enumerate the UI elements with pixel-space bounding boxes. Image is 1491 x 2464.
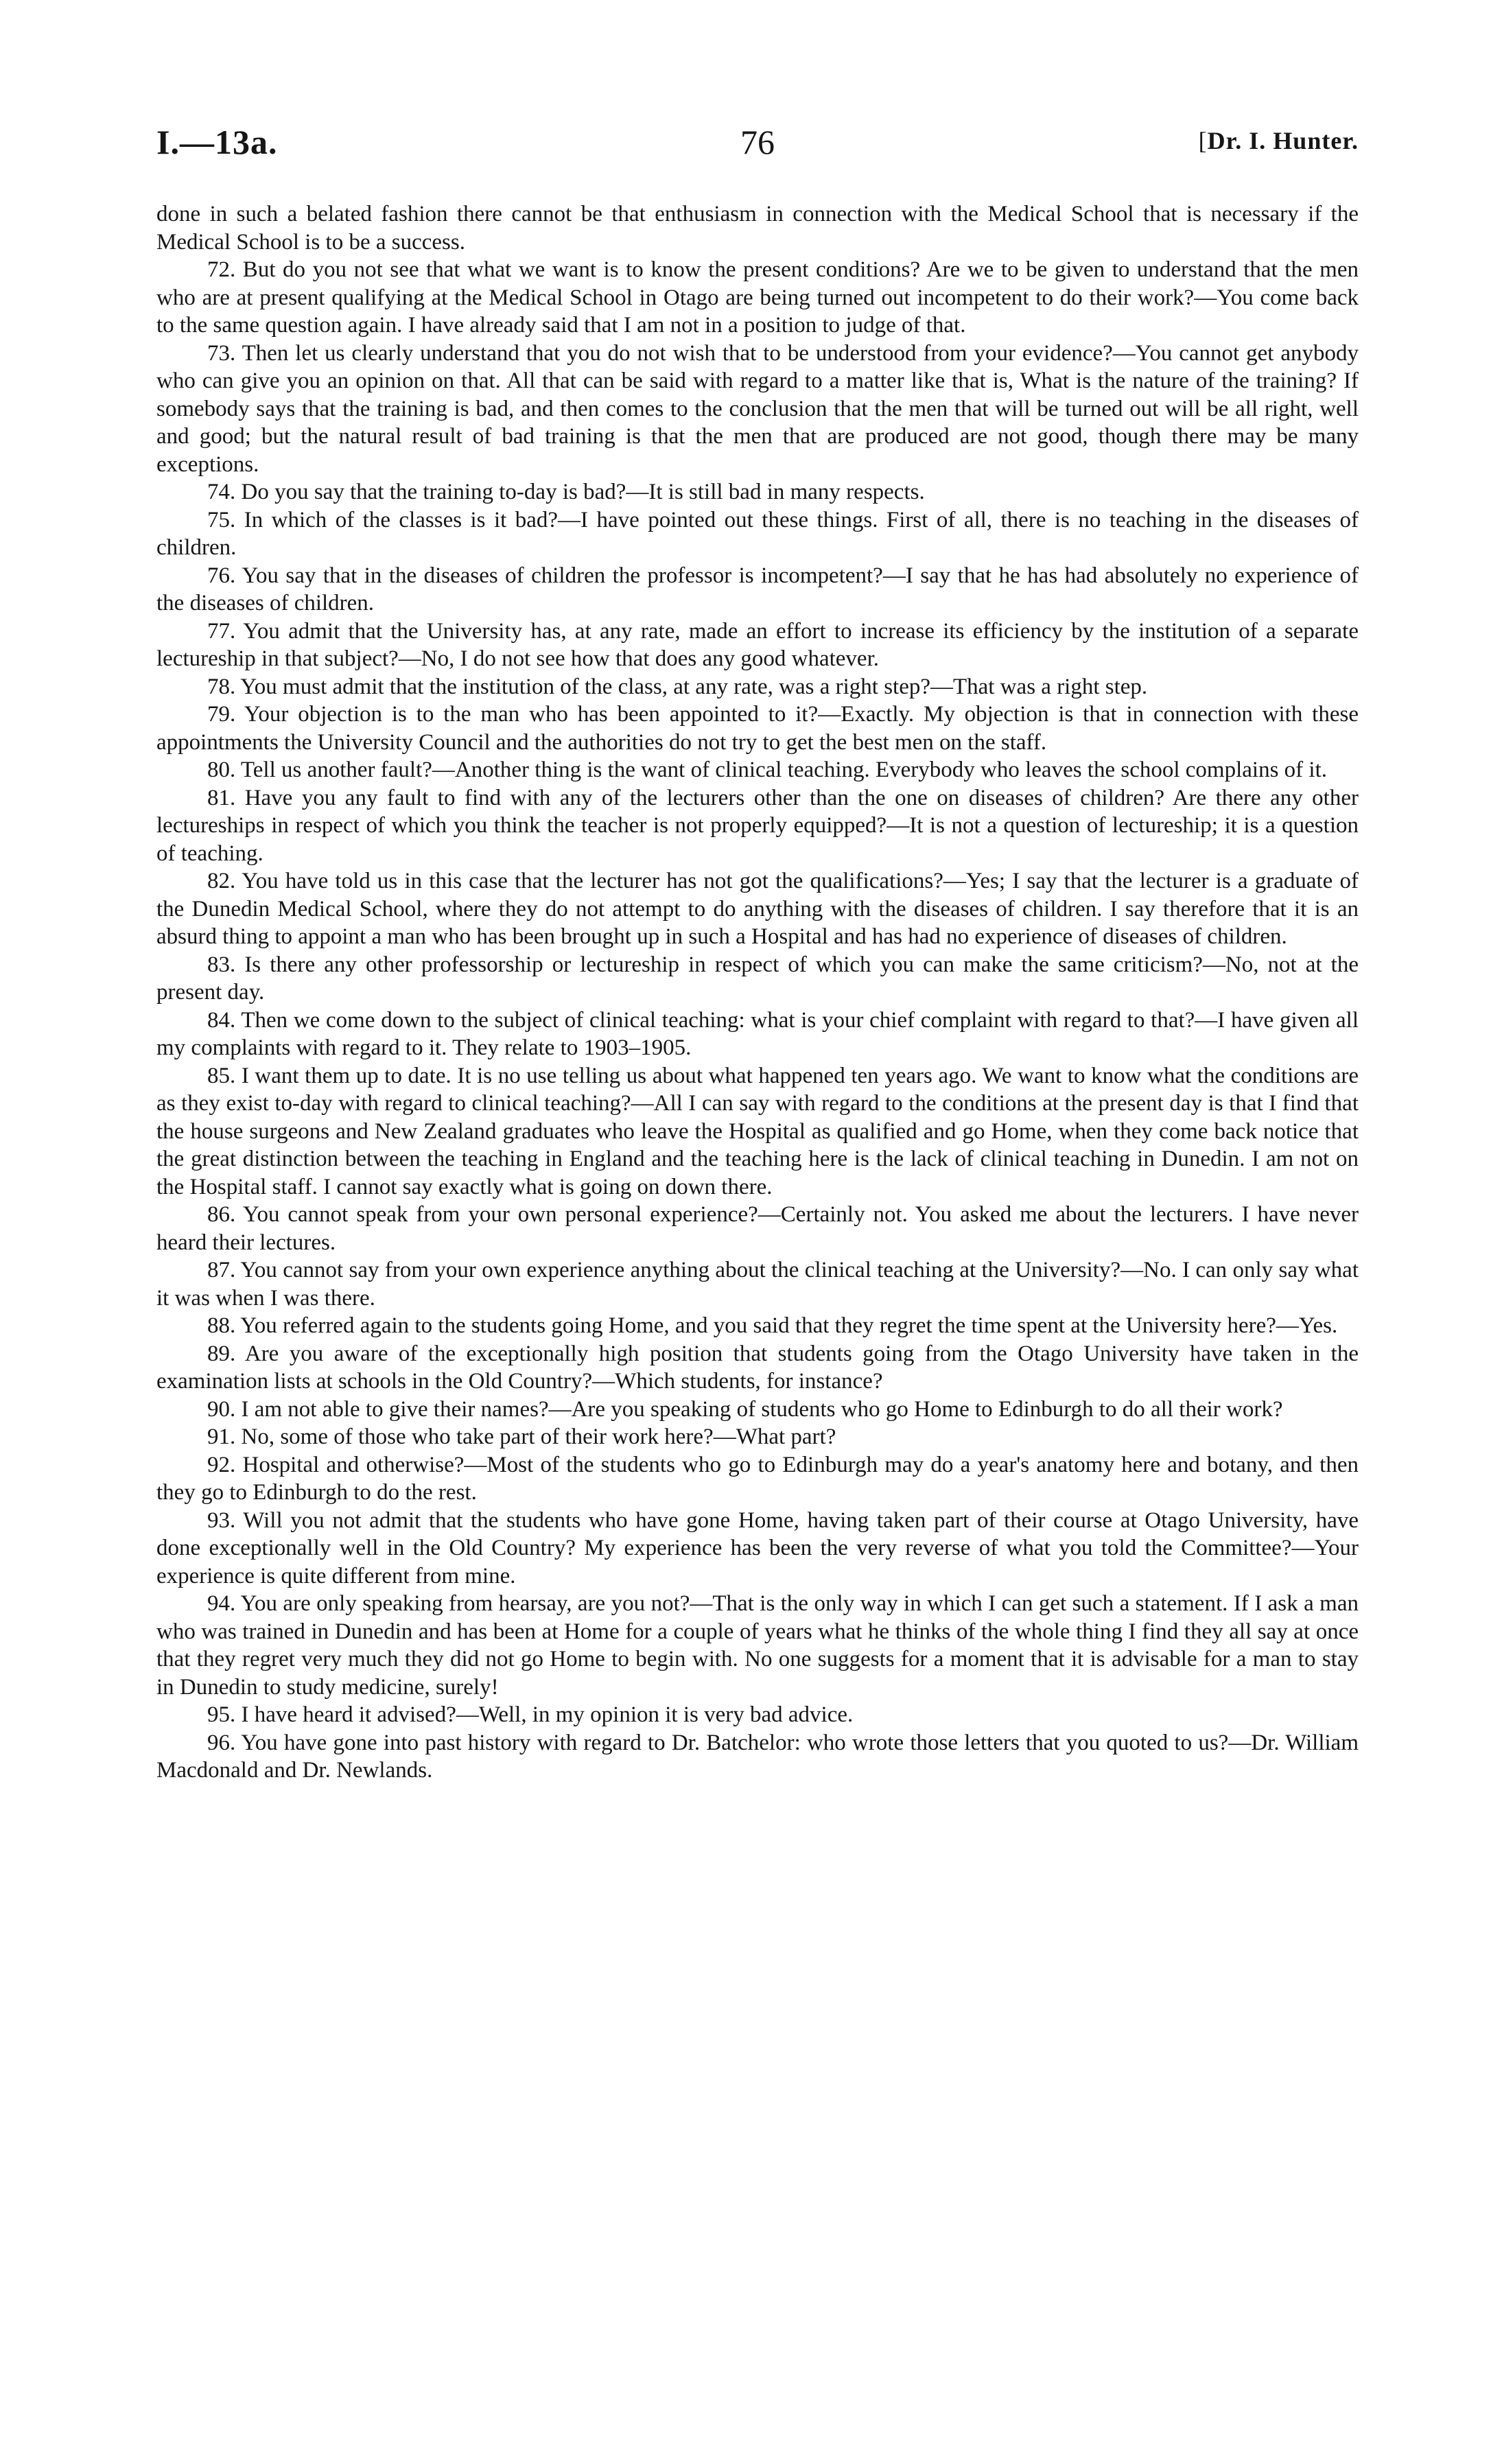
question-77: 77. You admit that the University has, at any rate, made an effort to increase its efficiency by the institution of a separate lectureship in that subject?—No, I do not see how that does any good whatever. [156, 618, 1359, 671]
question-75: 75. In which of the classes is it bad?—I have pointed out these things. First of all, there is no teaching in the diseases of children. [156, 507, 1359, 560]
testimony-body [156, 200, 1359, 1785]
question-82: 82. You have told us in this case that the lecturer has not got the qualifications?—Yes; I say that the lecturer is a graduate of the Dunedin Medical School, where they do not attempt to do anything with the diseases of children. I say therefore that it is an absurd thing to appoint a man who has been brought up in such a Hospital and has had no experience of diseases of children. [156, 869, 1359, 949]
question-76: 76. You say that in the diseases of children the professor is incompetent?—I say that he has had absolutely no experience of the diseases of children. [156, 563, 1359, 615]
question-84: 84. Then we come down to the subject of clinical teaching: what is your chief complaint with regard to that?—I have given all my complaints with regard to it. They relate to 1903–1905. [156, 1007, 1359, 1060]
question-83: 83. Is there any other professorship or lectureship in respect of which you can make the same criticism?—No, not at the present day. [156, 952, 1359, 1005]
question-74: 74. Do you say that the training to-day is bad?—It is still bad in many respects. [207, 480, 925, 504]
question-90: 90. I am not able to give their names?—Are you speaking of students who go Home to Edinburgh to do all their work? [207, 1396, 1283, 1422]
question-79: 79. Your objection is to the man who has been appointed to it?—Exactly. My objection is that in connection with these appointments the University Council and the authorities do not try to get the best men on the staff. [156, 702, 1359, 755]
witness-name: [Dr. I. Hunter. [1198, 127, 1359, 154]
question-87: 87. You cannot say from your own experience anything about the clinical teaching at the University?—No. I can only say what it was when I was there. [156, 1258, 1359, 1311]
witness-name-text: Dr. I. Hunter. [1207, 127, 1359, 154]
question-93: 93. Will you not admit that the students who have gone Home, having taken part of their course at Otago University, have done exceptionally well in the Old Country? My experience has been the very reverse of what you told the Committee?—Your experience is quite different from mine. [156, 1507, 1359, 1588]
page-header [156, 122, 1359, 177]
page-number: 76 [740, 123, 775, 161]
question-78: 78. You must admit that the institution of the class, at any rate, was a right step?—That was a right step. [207, 674, 1148, 699]
question-86: 86. You cannot speak from your own personal experience?—Certainly not. You asked me about the lecturers. I have never heard their lectures. [156, 1202, 1359, 1255]
question-95: 95. I have heard it advised?—Well, in my opinion it is very bad advice. [207, 1702, 854, 1727]
question-80: 80. Tell us another fault?—Another thing is the want of clinical teaching. Everybody who leaves the school complains of it. [207, 758, 1328, 782]
question-72: 72. But do you not see that what we want is to know the present conditions? Are we to be given to understand that the men who are at present qualifying at the Medical School in Otago are being turned out incompetent to do their work?—You come back to the same question again. I have already said that I am not in a position to judge of that. [156, 257, 1359, 338]
paragraph-continued: done in such a belated fashion there cannot be that enthusiasm in connection with the Medical School that is necessary if the Medical School is to be a success. [156, 202, 1359, 255]
question-92: 92. Hospital and otherwise?—Most of the students who go to Edinburgh may do a year's anatomy here and botany, and then they go to Edinburgh to do the rest. [156, 1452, 1359, 1505]
question-88: 88. You referred again to the students going Home, and you said that they regret the time spent at the University here?—Yes. [207, 1313, 1338, 1338]
paper-reference: I.—13a. [156, 123, 278, 161]
question-85: 85. I want them up to date. It is no use telling us about what happened ten years ago. We want to know what the conditions are as they exist to-day with regard to clinical teaching?—All I can say with regard to the conditions at the present day is that I find that the house surgeons and New Zealand graduates who leave the Hospital as qualified and go Home, when they come back notice that the great distinction between the teaching in England and the teaching here is the lack of clinical teaching in Dunedin. I am not on the Hospital staff. I cannot say exactly what is going on down there. [156, 1063, 1359, 1199]
question-91: 91. No, some of those who take part of their work here?—What part? [207, 1424, 836, 1449]
question-96: 96. You have gone into past history with regard to Dr. Batchelor: who wrote those letters that you quoted to us?—Dr. William Macdonald and Dr. Newlands. [156, 1730, 1359, 1783]
question-94: 94. You are only speaking from hearsay, are you not?—That is the only way in which I can get such a statement. If I ask a man who was trained in Dunedin and has been at Home for a couple of years what he thinks of the whole thing I find they all say at once that they regret very much they did not go Home to begin with. No one suggests for a moment that it is advisable for a man to stay in Dunedin to study medicine, surely! [156, 1591, 1359, 1700]
question-89: 89. Are you aware of the exceptionally high position that students going from the Otago University have taken in the examination lists at schools in the Old Country?—Which students, for instance? [156, 1341, 1359, 1394]
question-81: 81. Have you any fault to find with any of the lecturers other than the one on diseases of children? Are there any other lectureships in respect of which you think the teacher is not properly equipped?—It is not a question of lectureship; it is a question of teaching. [156, 785, 1359, 866]
question-73: 73. Then let us clearly understand that you do not wish that to be understood from your evidence?—You cannot get anybody who can give you an opinion on that. All that can be said with regard to a matter like that is, What is the nature of the training? If somebody says that the training is bad, and then comes to the conclusion that the men that will be turned out will be all right, well and good; but the natural result of bad training is that the men that are produced are not good, though there may be many exceptions. [156, 340, 1359, 477]
